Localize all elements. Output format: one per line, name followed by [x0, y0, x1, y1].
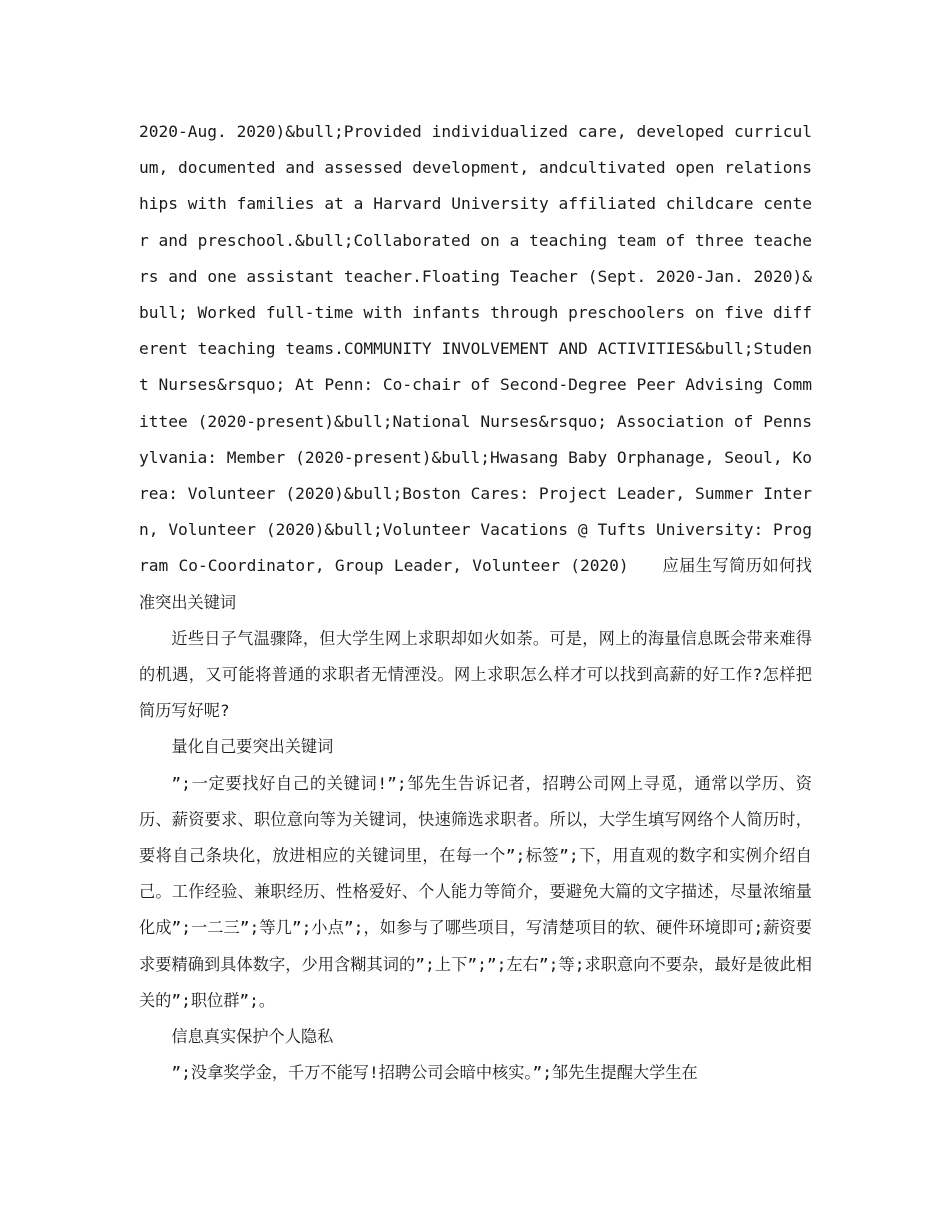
- section-heading-privacy: 信息真实保护个人隐私: [171, 1027, 334, 1047]
- keywords-paragraph: ”;一定要找好自己的关键词!”;邹先生告诉记者，招聘公司网上寻觅，通常以学历、资历、薪资要求、职位意向等为关键词，快速筛选求职者。所以，大学生填写网络个人简历时，要将自己条块化，放进相应的关键词里，在每一个”;标签”;下，用直观的数字和实例介绍自己。工作经验、兼职经历、性格爱好、个人能力等简介，要避免大篇的文字描述，尽量浓缩量化成”;一二三”;等几”;小点”;，如参与了哪些项目，写清楚项目的软、硬件环境即可;薪资要求要精确到具体数字，少用含糊其词的”;上下”;”;左右”;等;求职意向不要杂，最好是彼此相关的”;职位群”;。: [139, 773, 812, 1010]
- privacy-paragraph: ”;没拿奖学金，千万不能写!招聘公司会暗中核实。”;邹先生提醒大学生在: [171, 1063, 698, 1083]
- intro-paragraph: 近些日子气温骤降，但大学生网上求职却如火如荼。可是，网上的海量信息既会带来难得的机遇，又可能将普通的求职者无情湮没。网上求职怎么样才可以找到高薪的好工作?怎样把简历写好呢?: [139, 628, 812, 721]
- resume-experience-paragraph: 2020-Aug. 2020)&bull;Provided individualized care, developed curriculum, documented and assessed development, andcultivated open relationships with families at a Harvard University affiliated childcare center and preschool.&bull;Collaborated on a teaching team of three teachers and one assistant teacher.Floating Teacher (Sept. 2020-Jan. 2020)&bull; Worked full-time with infants through preschoolers on five different teaching teams.COMMUNITY INVOLVEMENT AND ACTIVITIES&bull;Student Nurses&rsquo; At Penn: Co-chair of Second-Degree Peer Advising Committee (2020-present)&bull;National Nurses&rsquo; Association of Pennsylvania: Member (2020-present)&bull;Hwasang Baby Orphanage, Seoul, Korea: Volunteer (2020)&bull;Boston Cares: Project Leader, Summer Intern, Volunteer (2020)&bull;Volunteer Vacations @ Tufts University: Program Co-Coordinator, Group Leader, Volunteer (2020) 应届生写简历如何找准突出关键词: [139, 122, 812, 612]
- section-heading-keywords: 量化自己要突出关键词: [171, 737, 334, 757]
- document-body: [139, 114, 812, 1091]
